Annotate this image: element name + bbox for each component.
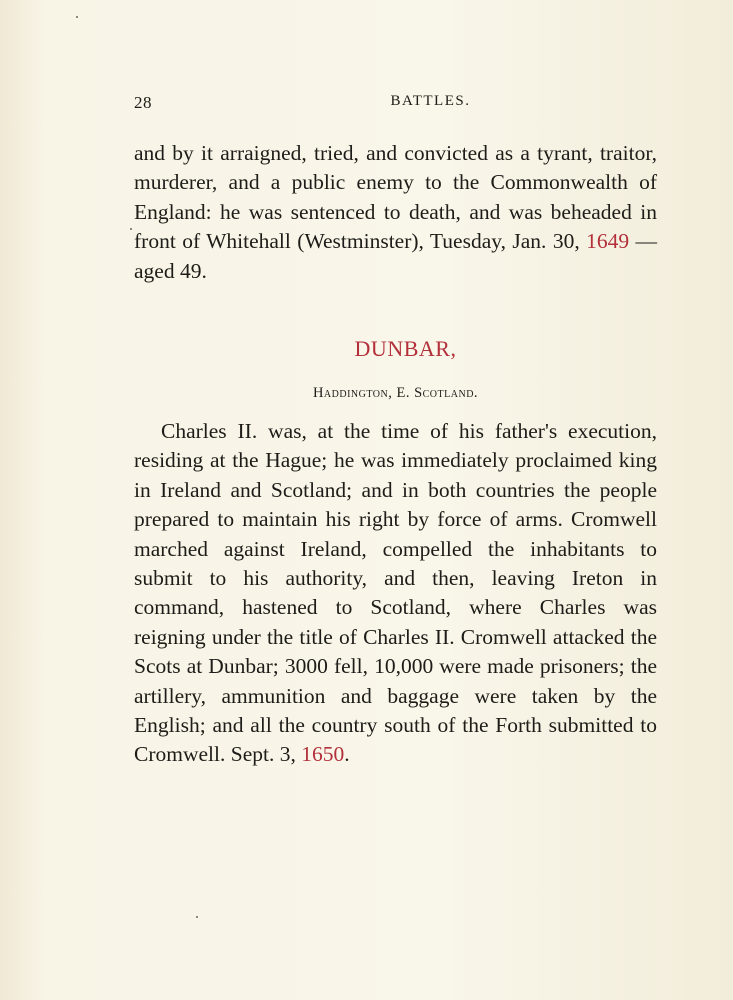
paragraph-continued [134, 139, 657, 286]
ink-speck [76, 16, 78, 18]
paragraph-text-end: —aged 49. [134, 229, 657, 283]
paragraph-text: Charles II. was, at the time of his father's execution, residing at the Hague; he was immediately proclaimed king in Ireland and Scotland; and in both countries the people prepared to maintain his right by force of arms. Cromwell marched against Ireland, compelled the inhabitants to submit to his authority, and then, leaving Ireton in command, hastened to Scotland, where Charles was reigning under the title of Charles II. Cromwell attacked the Scots at Dunbar; 3000 fell, 10,000 were made prisoners; the artillery, ammunition and baggage were taken by the English; and all the country south of the Forth submitted to Cromwell. Sept. 3, [134, 419, 657, 767]
ink-speck [130, 228, 132, 230]
running-head [134, 93, 657, 115]
paragraph-dunbar [134, 417, 657, 770]
paragraph-text: and by it arraigned, tried, and convicted as a tyrant, traitor, murderer, and a public enemy to the Commonwealth of England: he was sentenced to death, and was beheaded in front of Whitehall (Westminster), Tuesday, Jan. 30, [134, 141, 657, 254]
page-number: 28 [134, 93, 152, 112]
year-highlight: 1649 [586, 229, 630, 254]
paragraph-text-end: . [344, 742, 350, 767]
ink-speck [196, 916, 198, 918]
section-location: Haddington, E. Scotland. [312, 385, 479, 401]
running-title: BATTLES. [390, 93, 471, 109]
year-highlight: 1650 [301, 742, 345, 767]
section-title: DUNBAR, [354, 336, 457, 361]
